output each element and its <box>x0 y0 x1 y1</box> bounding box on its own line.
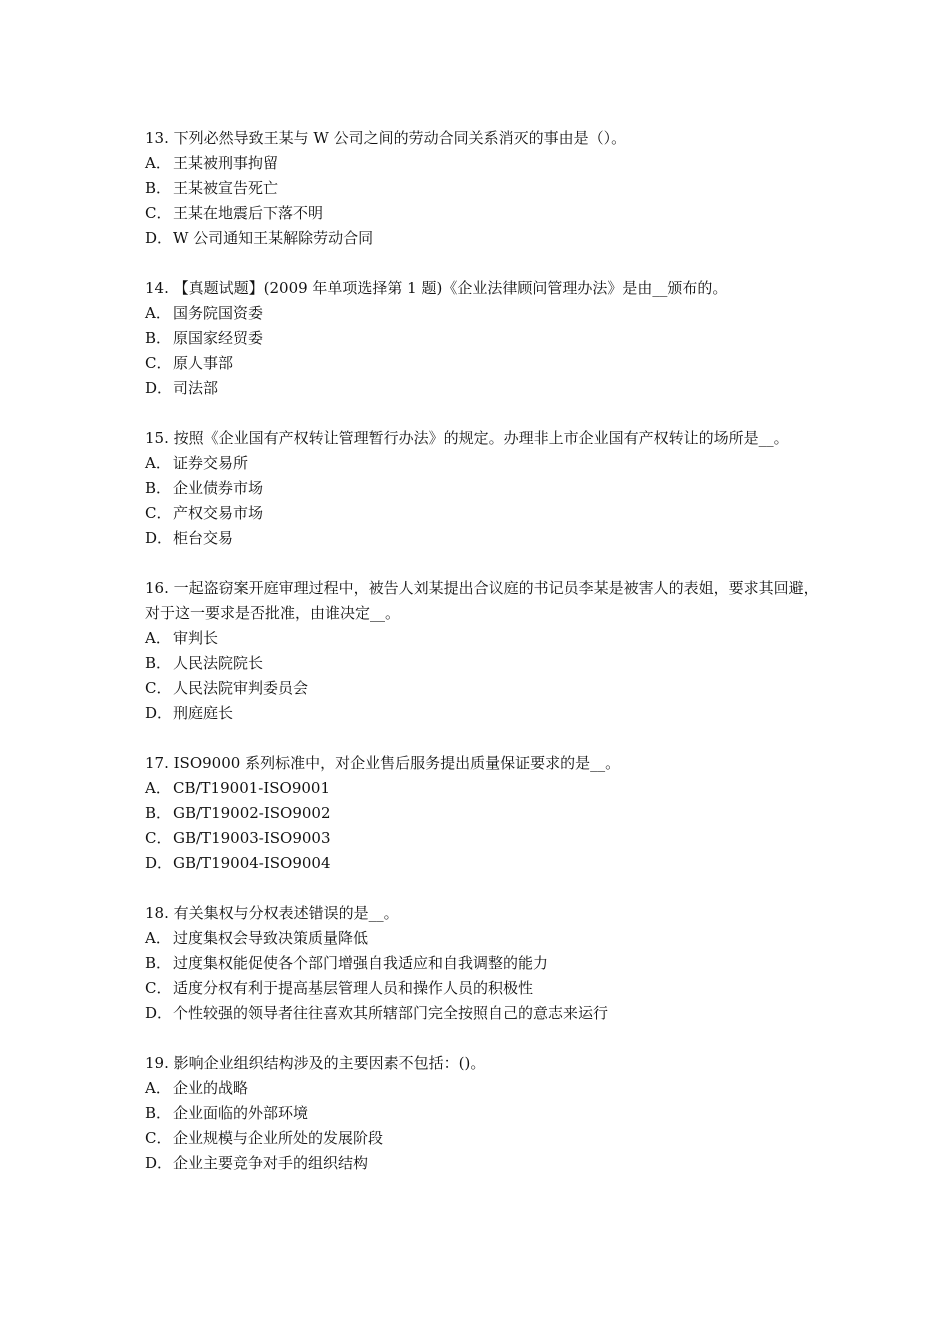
option-letter: C． <box>145 679 172 697</box>
option-d <box>145 1001 820 1026</box>
option-text: 企业的战略 <box>173 1079 249 1097</box>
option-b <box>145 951 820 976</box>
option-letter: B． <box>145 479 172 497</box>
option-d <box>145 226 820 251</box>
option-letter: D． <box>145 704 173 722</box>
question-17 <box>145 751 820 876</box>
option-a <box>145 151 820 176</box>
option-a <box>145 451 820 476</box>
question-15 <box>145 426 820 551</box>
question-stem: 14. 【真题试题】(2009 年单项选择第 1 题)《企业法律顾问管理办法》是由__颁布的。 <box>145 279 728 297</box>
question-14 <box>145 276 820 401</box>
option-letter: A． <box>145 779 171 797</box>
option-letter: C． <box>145 204 172 222</box>
option-letter: D． <box>145 529 173 547</box>
option-letter: C． <box>145 979 172 997</box>
option-a <box>145 926 820 951</box>
option-b <box>145 1101 820 1126</box>
option-text: GB/T19004-ISO9004 <box>173 854 331 872</box>
option-text: 国务院国资委 <box>173 304 264 322</box>
option-letter: A． <box>145 454 171 472</box>
option-letter: B． <box>145 329 172 347</box>
option-letter: A． <box>145 929 171 947</box>
option-text: 原国家经贸委 <box>173 329 264 347</box>
option-text: GB/T19002-ISO9002 <box>173 804 331 822</box>
option-text: 过度集权能促使各个部门增强自我适应和自我调整的能力 <box>173 954 549 972</box>
option-letter: A． <box>145 1079 171 1097</box>
option-c <box>145 501 820 526</box>
option-letter: C． <box>145 504 172 522</box>
question-stem: 17. ISO9000 系列标准中，对企业售后服务提出质量保证要求的是__。 <box>145 754 621 772</box>
question-stem: 19. 影响企业组织结构涉及的主要因素不包括：()。 <box>145 1054 486 1072</box>
option-d <box>145 851 820 876</box>
option-text: 企业规模与企业所处的发展阶段 <box>173 1129 384 1147</box>
option-letter: A． <box>145 629 171 647</box>
question-13 <box>145 126 820 251</box>
option-letter: B． <box>145 804 172 822</box>
question-stem: 16. 一起盗窃案开庭审理过程中，被告人刘某提出合议庭的书记员李某是被害人的表姐，要求其回避，对于这一要求是否批准，由谁决定__。 <box>145 579 819 622</box>
option-text: 原人事部 <box>173 354 234 372</box>
option-letter: B． <box>145 179 172 197</box>
option-text: 人民法院院长 <box>173 654 264 672</box>
option-letter: B． <box>145 654 172 672</box>
option-text: 王某在地震后下落不明 <box>173 204 324 222</box>
option-letter: D． <box>145 379 173 397</box>
option-text: W 公司通知王某解除劳动合同 <box>173 229 374 247</box>
option-b <box>145 176 820 201</box>
option-text: 司法部 <box>173 379 219 397</box>
option-letter: A． <box>145 154 171 172</box>
option-text: 过度集权会导致决策质量降低 <box>173 929 369 947</box>
question-stem: 18. 有关集权与分权表述错误的是__。 <box>145 904 399 922</box>
option-letter: C． <box>145 354 172 372</box>
option-letter: C． <box>145 1129 172 1147</box>
question-16 <box>145 576 820 726</box>
option-text: GB/T19003-ISO9003 <box>173 829 331 847</box>
option-letter: D． <box>145 229 173 247</box>
option-text: 柜台交易 <box>173 529 234 547</box>
option-text: 企业债券市场 <box>173 479 264 497</box>
option-text: 企业面临的外部环境 <box>173 1104 309 1122</box>
option-d <box>145 1151 820 1176</box>
question-list <box>145 126 820 1201</box>
option-text: 王某被刑事拘留 <box>173 154 279 172</box>
option-letter: D． <box>145 1004 173 1022</box>
option-c <box>145 826 820 851</box>
option-text: CB/T19001-ISO9001 <box>173 779 331 797</box>
option-letter: D． <box>145 854 173 872</box>
option-d <box>145 701 820 726</box>
option-c <box>145 976 820 1001</box>
option-letter: B． <box>145 954 172 972</box>
option-letter: D． <box>145 1154 173 1172</box>
option-b <box>145 326 820 351</box>
option-text: 适度分权有利于提高基层管理人员和操作人员的积极性 <box>173 979 534 997</box>
question-18 <box>145 901 820 1026</box>
option-text: 企业主要竞争对手的组织结构 <box>173 1154 369 1172</box>
option-letter: C． <box>145 829 172 847</box>
option-text: 人民法院审判委员会 <box>173 679 309 697</box>
option-d <box>145 376 820 401</box>
question-19 <box>145 1051 820 1176</box>
option-c <box>145 351 820 376</box>
option-letter: A． <box>145 304 171 322</box>
option-d <box>145 526 820 551</box>
option-c <box>145 676 820 701</box>
option-text: 产权交易市场 <box>173 504 264 522</box>
question-stem: 15. 按照《企业国有产权转让管理暂行办法》的规定。办理非上市企业国有产权转让的场所是__。 <box>145 429 789 447</box>
option-b <box>145 801 820 826</box>
option-b <box>145 476 820 501</box>
question-stem: 13. 下列必然导致王某与 W 公司之间的劳动合同关系消灭的事由是（）。 <box>145 129 627 147</box>
option-text: 证券交易所 <box>173 454 249 472</box>
option-b <box>145 651 820 676</box>
option-a <box>145 776 820 801</box>
option-text: 个性较强的领导者往往喜欢其所辖部门完全按照自己的意志来运行 <box>173 1004 609 1022</box>
option-letter: B． <box>145 1104 172 1122</box>
option-text: 王某被宣告死亡 <box>173 179 279 197</box>
option-a <box>145 301 820 326</box>
option-a <box>145 1076 820 1101</box>
option-c <box>145 1126 820 1151</box>
option-c <box>145 201 820 226</box>
option-text: 刑庭庭长 <box>173 704 234 722</box>
option-a <box>145 626 820 651</box>
option-text: 审判长 <box>173 629 219 647</box>
